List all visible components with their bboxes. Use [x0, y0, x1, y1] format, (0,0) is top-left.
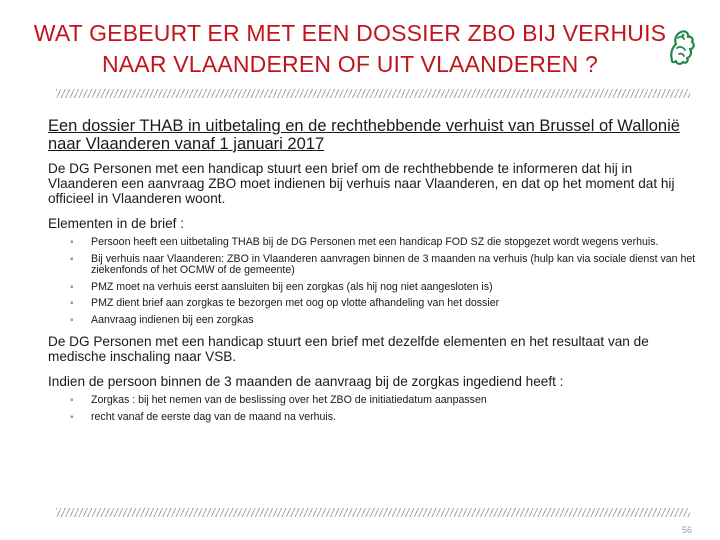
slide-title — [20, 18, 680, 80]
bullet-icon: ▪ — [70, 314, 74, 326]
consequences-list — [48, 395, 698, 423]
elements-heading: Elementen in de brief : — [48, 216, 185, 231]
paragraph-condition: Indien de persoon binnen de 3 maanden de aanvraag bij de zorgkas ingediend heeft : — [48, 374, 564, 389]
list-item: ▪ recht vanaf de eerste dag van de maand na verhuis. — [70, 410, 336, 423]
section-subheading: Een dossier THAB in uitbetaling en de rechthebbende verhuist van Brussel of Wallonië naar Vlaanderen vanaf 1 januari 2017 — [48, 117, 680, 153]
paragraph-intro: De DG Personen met een handicap stuurt een brief om de rechthebbende te informeren dat hij in Vlaanderen een aanvraag ZBO moet indienen bij verhuis naar Vlaanderen, en dat op het moment dat hij officieel in Vlaanderen woont. — [48, 161, 675, 206]
title-line-2: NAAR VLAANDEREN OF UIT VLAANDEREN ? — [101, 51, 599, 77]
page-number: 56 — [681, 525, 692, 535]
bullet-icon: ▪ — [70, 411, 74, 423]
decorative-divider-bottom — [56, 508, 690, 517]
decorative-divider-top — [56, 89, 690, 98]
bullet-icon: ▪ — [70, 281, 74, 293]
bullet-icon: ▪ — [70, 237, 74, 248]
list-item: ▪ Bij verhuis naar Vlaanderen: ZBO in Vlaanderen aanvragen binnen de 3 maanden na verhuis (hulp kan via sociale dienst van het ziekenfonds of het OCMW of de gemeente) — [70, 252, 696, 276]
bullet-icon: ▪ — [70, 253, 74, 265]
bullet-icon: ▪ — [70, 298, 74, 309]
list-item: ▪ Zorgkas : bij het nemen van de beslissing over het ZBO de initiatiedatum aanpassen — [70, 394, 487, 406]
flemish-lion-icon — [664, 24, 698, 66]
slide-body — [48, 117, 698, 431]
list-item: ▪ PMZ dient brief aan zorgkas te bezorgen met oog op vlotte afhandeling van het dossier — [70, 297, 500, 309]
title-line-1: WAT GEBEURT ER MET EEN DOSSIER ZBO BIJ VERHUIS — [33, 20, 667, 46]
list-item: ▪ PMZ moet na verhuis eerst aansluiten bij een zorgkas (als hij nog niet aangesloten is) — [70, 280, 493, 293]
elements-list — [48, 237, 698, 326]
list-item: ▪ Persoon heeft een uitbetaling THAB bij de DG Personen met een handicap FOD SZ die stopgezet wordt wegens verhuis. — [70, 236, 659, 248]
bullet-icon: ▪ — [70, 395, 74, 406]
list-item: ▪ Aanvraag indienen bij een zorgkas — [70, 313, 254, 326]
paragraph-vsb: De DG Personen met een handicap stuurt een brief met dezelfde elementen en het resultaat van de medische inschaling naar VSB. — [48, 334, 649, 364]
